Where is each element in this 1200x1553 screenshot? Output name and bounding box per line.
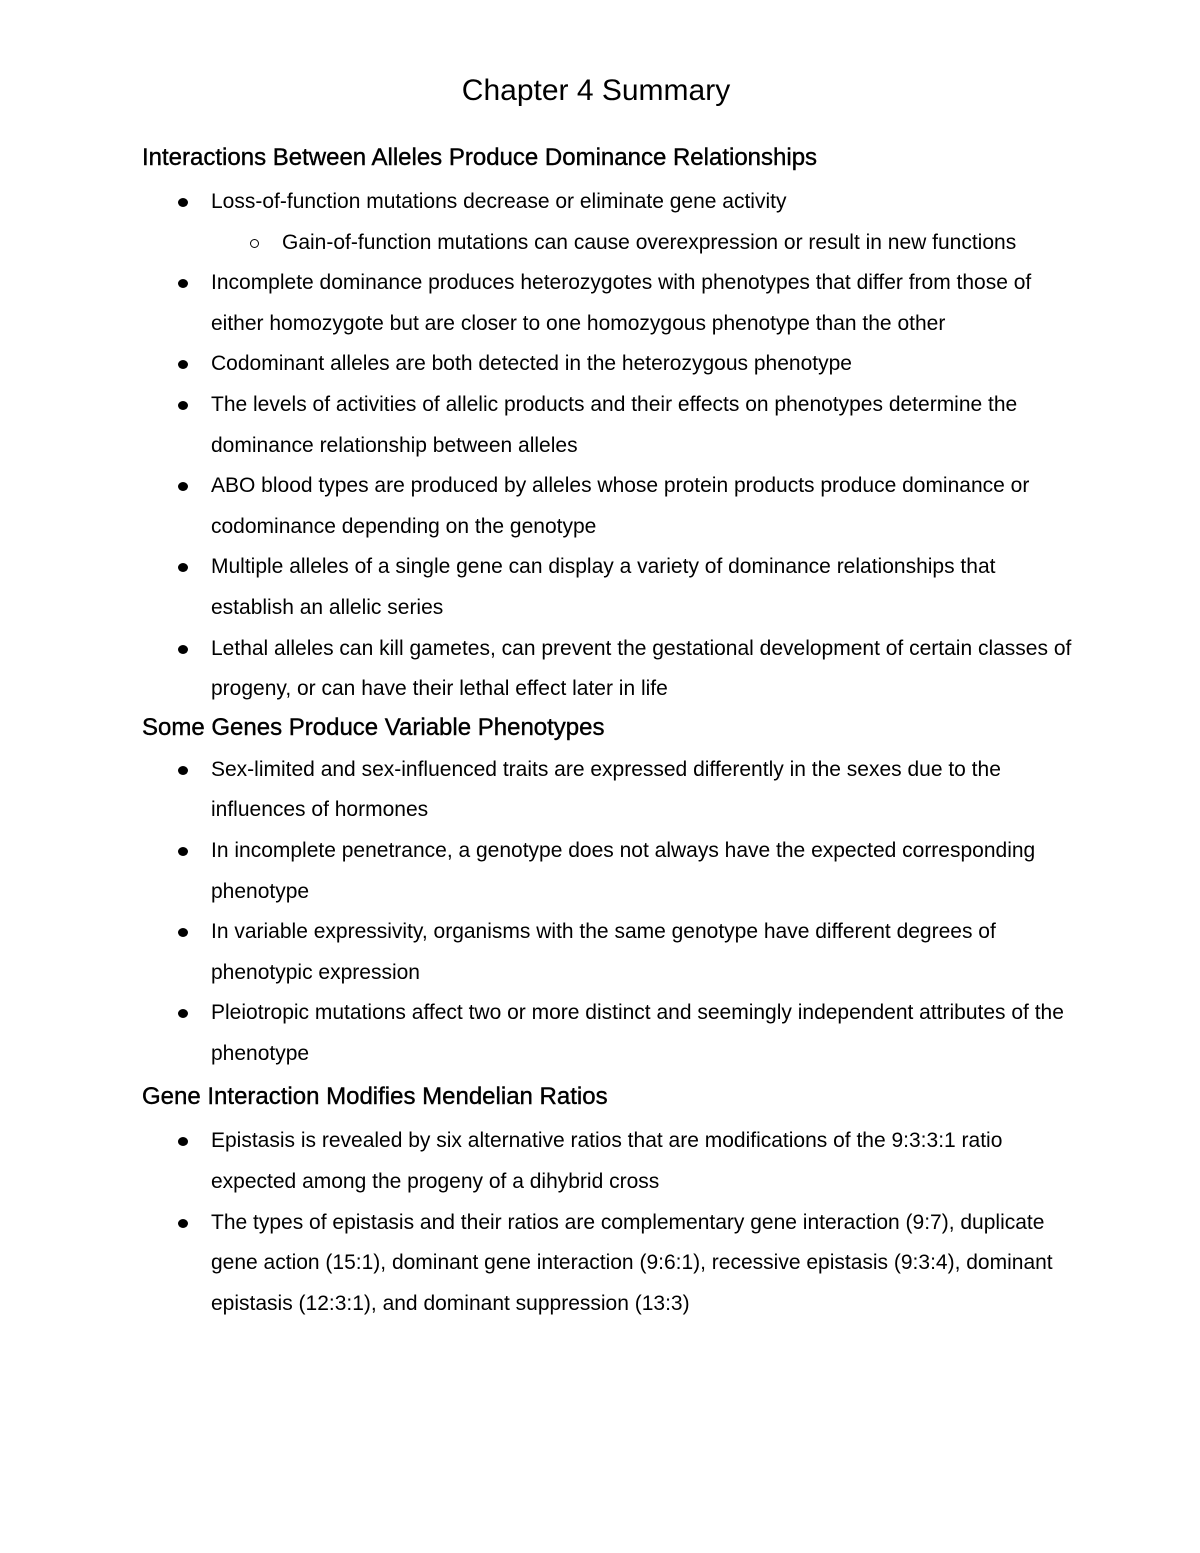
- list-item-text: Loss-of-function mutations decrease or eliminate gene activity: [211, 190, 787, 213]
- list-item: [142, 831, 1072, 912]
- list-item: [142, 750, 1072, 831]
- list-item-text: Incomplete dominance produces heterozygotes with phenotypes that differ from those of either homozygote but are closer to one homozygous phenotype than the other: [211, 271, 1032, 335]
- list-item-text: Lethal alleles can kill gametes, can prevent the gestational development of certain classes of progeny, or can have their lethal effect later in life: [211, 636, 1072, 701]
- bullet-icon: [178, 847, 188, 856]
- list-item-text: Epistasis is revealed by six alternative ratios that are modifications of the 9:3:3:1 ratio expected among the progeny of a dihybrid cross: [211, 1129, 1003, 1194]
- bullet-list: [142, 182, 1072, 710]
- list-item-text: ABO blood types are produced by alleles whose protein products produce dominance or codominance depending on the genotype: [211, 474, 1030, 538]
- bullet-icon: [178, 1137, 188, 1146]
- section-dominance-relationships: [142, 140, 1072, 710]
- bullet-icon: [178, 360, 188, 369]
- section-heading: Some Genes Produce Variable Phenotypes: [142, 713, 605, 741]
- list-item-text: Pleiotropic mutations affect two or more distinct and seemingly independent attributes of the phenotype: [211, 1001, 1064, 1065]
- list-item-text: In incomplete penetrance, a genotype does not always have the expected corresponding phenotype: [211, 838, 1036, 903]
- list-item: [142, 629, 1072, 710]
- list-item: [142, 547, 1072, 628]
- sub-list-item-text: Gain-of-function mutations can cause overexpression or result in new functions: [282, 230, 1017, 254]
- sub-list-item: [142, 223, 1072, 264]
- bullet-icon: [178, 645, 188, 654]
- list-item: [142, 263, 1072, 344]
- bullet-icon: [178, 279, 188, 288]
- list-item-text: The levels of activities of allelic products and their effects on phenotypes determine the dominance relationship between alleles: [211, 392, 1018, 457]
- bullet-icon: [178, 766, 188, 775]
- bullet-icon: [178, 1219, 188, 1228]
- list-item: [142, 993, 1072, 1074]
- list-item-text: The types of epistasis and their ratios are complementary gene interaction (9:7), duplicate gene action (15:1), dominant gene interaction (9:6:1), recessive epistasis (9:3:4), dominant epistasis (12:3:1), and dominant suppression (13:3): [211, 1210, 1053, 1315]
- bullet-icon: [178, 482, 188, 491]
- list-item: [142, 344, 1072, 385]
- list-item: [142, 1203, 1072, 1325]
- list-item-text: Multiple alleles of a single gene can display a variety of dominance relationships that establish an allelic series: [211, 555, 996, 619]
- document-body: [142, 140, 1072, 1324]
- list-item: [142, 182, 1072, 223]
- bullet-icon: [178, 928, 188, 937]
- section-variable-phenotypes: [142, 710, 1072, 1075]
- bullet-icon: [178, 563, 188, 572]
- section-mendelian-ratios: [142, 1079, 1072, 1324]
- bullet-list: [142, 1121, 1072, 1324]
- list-item-text: Codominant alleles are both detected in the heterozygous phenotype: [211, 352, 852, 376]
- section-heading: Gene Interaction Modifies Mendelian Ratios: [142, 1083, 608, 1111]
- list-item: [142, 912, 1072, 993]
- list-item: [142, 466, 1072, 547]
- list-item-text: In variable expressivity, organisms with the same genotype have different degrees of phenotypic expression: [211, 920, 996, 984]
- bullet-icon: [178, 198, 188, 207]
- list-item: [142, 385, 1072, 466]
- hollow-bullet-icon: [250, 239, 259, 248]
- bullet-icon: [178, 401, 188, 410]
- list-item-text: Sex-limited and sex-influenced traits are expressed differently in the sexes due to the influences of hormones: [211, 757, 1001, 822]
- page-title: Chapter 4 Summary: [461, 74, 731, 107]
- bullet-icon: [178, 1009, 188, 1018]
- section-heading: Interactions Between Alleles Produce Dominance Relationships: [142, 144, 818, 171]
- bullet-list: [142, 750, 1072, 1075]
- list-item: [142, 1121, 1072, 1202]
